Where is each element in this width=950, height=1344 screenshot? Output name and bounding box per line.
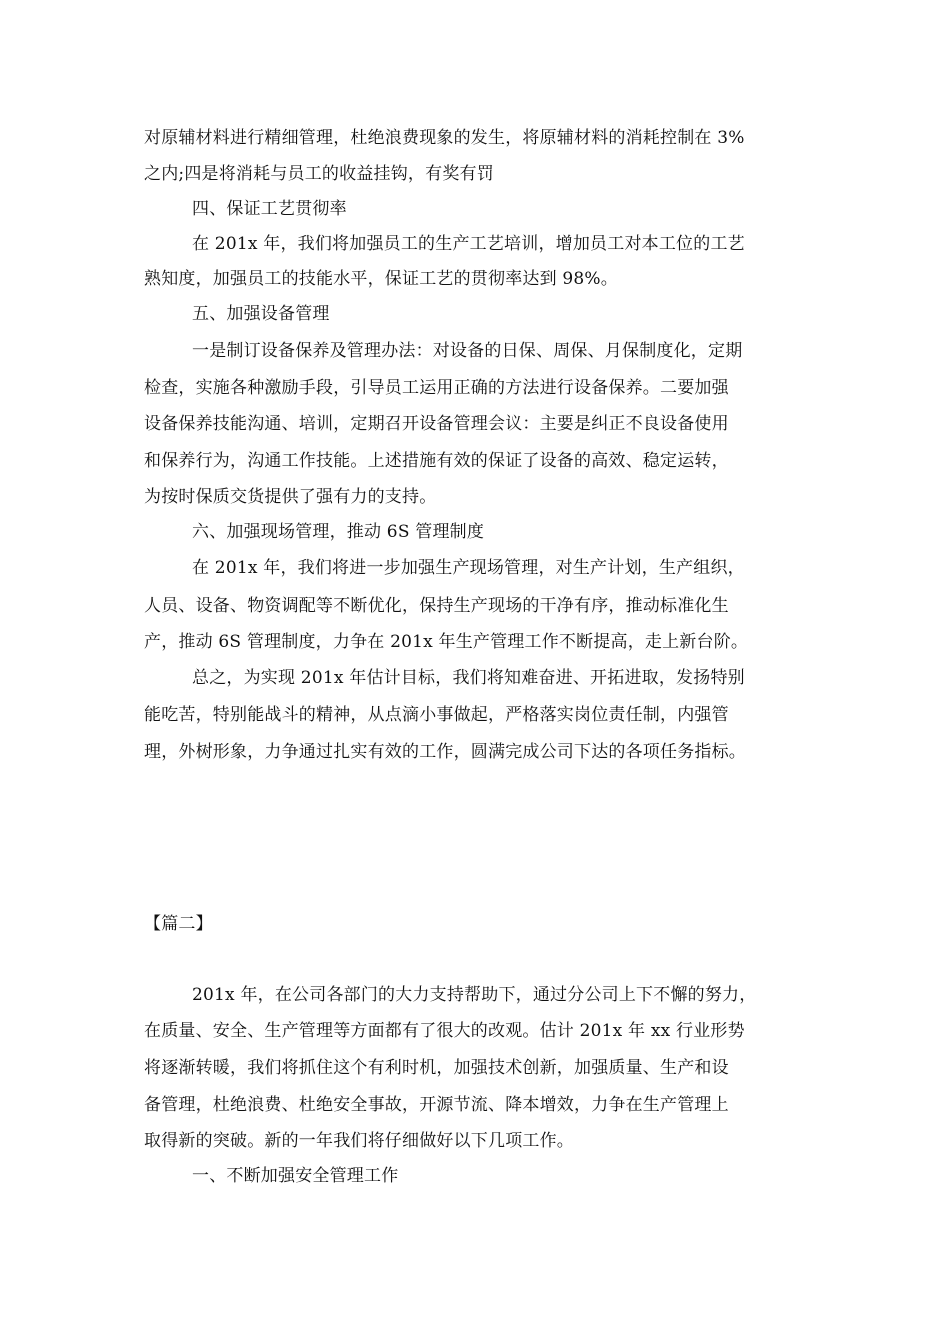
text-line: 201x 年，在公司各部门的大力支持帮助下，通过分公司上下不懈的努力，: [192, 985, 757, 1005]
text-line: 总之，为实现 201x 年估计目标，我们将知难奋进、开拓进取，发扬特别: [192, 668, 745, 688]
text-line: 之内;四是将消耗与员工的收益挂钩，有奖有罚: [144, 164, 494, 184]
text-line: 为按时保质交货提供了强有力的支持。: [144, 487, 437, 507]
section-heading: 六、加强现场管理，推动 6S 管理制度: [192, 522, 485, 542]
text-line: 在 201x 年，我们将加强员工的生产工艺培训，增加员工对本工位的工艺: [192, 234, 745, 254]
text-line: 取得新的突破。新的一年我们将仔细做好以下几项工作。: [144, 1131, 574, 1151]
text-line: 设备保养技能沟通、培训，定期召开设备管理会议：主要是纠正不良设备使用: [144, 414, 729, 434]
text-line: 在 201x 年，我们将进一步加强生产现场管理，对生产计划，生产组织，: [192, 558, 745, 578]
text-line: 备管理，杜绝浪费、杜绝安全事故，开源节流、降本增效，力争在生产管理上: [144, 1095, 729, 1115]
text-line: 对原辅材料进行精细管理，杜绝浪费现象的发生，将原辅材料的消耗控制在 3%: [144, 128, 745, 148]
text-line: 人员、设备、物资调配等不断优化，保持生产现场的干净有序，推动标准化生: [144, 596, 729, 616]
section-heading: 一、不断加强安全管理工作: [192, 1166, 399, 1186]
text-line: 产，推动 6S 管理制度，力争在 201x 年生产管理工作不断提高，走上新台阶。: [144, 632, 749, 652]
text-line: 检查，实施各种激励手段，引导员工运用正确的方法进行设备保养。二要加强: [144, 378, 729, 398]
text-line: 和保养行为，沟通工作技能。上述措施有效的保证了设备的高效、稳定运转，: [144, 451, 729, 471]
text-line: 熟知度，加强员工的技能水平，保证工艺的贯彻率达到 98%。: [144, 269, 618, 289]
text-line: 一是制订设备保养及管理办法：对设备的日保、周保、月保制度化，定期: [192, 341, 743, 361]
part-title: 【篇二】: [144, 914, 213, 934]
text-line: 能吃苦，特别能战斗的精神，从点滴小事做起，严格落实岗位责任制，内强管: [144, 705, 729, 725]
text-line: 在质量、安全、生产管理等方面都有了很大的改观。估计 201x 年 xx 行业形势: [144, 1021, 745, 1041]
section-heading: 五、加强设备管理: [192, 304, 330, 324]
text-line: 理，外树形象，力争通过扎实有效的工作，圆满完成公司下达的各项任务指标。: [144, 742, 746, 762]
text-line: 将逐渐转暖，我们将抓住这个有利时机，加强技术创新，加强质量、生产和设: [144, 1058, 729, 1078]
section-heading: 四、保证工艺贯彻率: [192, 199, 347, 219]
